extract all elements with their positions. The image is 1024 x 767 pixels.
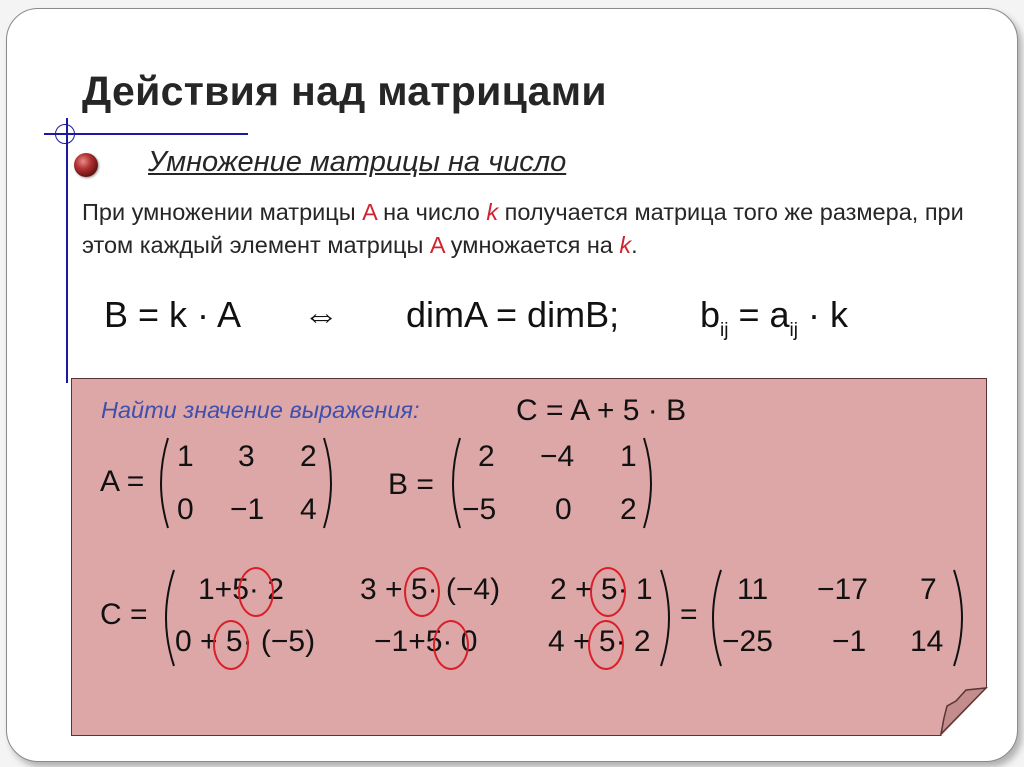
scalar-five: 5 bbox=[600, 573, 618, 606]
cell-suffix: · 0 bbox=[442, 625, 478, 658]
matrix-b-cell: 2 bbox=[478, 440, 495, 473]
matrix-c-label: C = bbox=[100, 598, 148, 631]
matrix-b-left-bracket bbox=[448, 436, 462, 530]
highlight-circle bbox=[588, 620, 624, 670]
formula-k: · k bbox=[798, 294, 848, 335]
highlight-circle bbox=[404, 567, 440, 617]
cell-suffix: · (−5) bbox=[242, 625, 316, 658]
highlight-circle bbox=[590, 567, 626, 617]
cell-suffix: · 2 bbox=[248, 573, 284, 606]
cell-prefix: 2 + bbox=[550, 573, 601, 606]
formula-dimensions: dimA = dimB; bbox=[406, 294, 620, 335]
scalar-five: 5 bbox=[425, 625, 443, 658]
formula-b-subscript: ij bbox=[720, 320, 729, 341]
equivalence-symbol: ⇔ bbox=[303, 294, 339, 335]
matrix-a-cell: 1 bbox=[177, 440, 194, 473]
cell-prefix: 0 + bbox=[175, 625, 226, 658]
cell-prefix: 3 + bbox=[360, 573, 411, 606]
cell-prefix: −1+ bbox=[374, 625, 426, 658]
matrix-a-highlight: A bbox=[429, 232, 445, 258]
formula-scalar-product: B = k · A bbox=[104, 294, 242, 335]
matrix-c-result-cell: 7 bbox=[920, 573, 937, 606]
task-prompt: Найти значение выражения: bbox=[101, 397, 420, 423]
matrix-b-cell: 2 bbox=[620, 493, 637, 526]
highlight-circle bbox=[213, 620, 249, 670]
highlight-circle bbox=[433, 620, 469, 670]
formula-a-subscript: ij bbox=[789, 320, 798, 341]
scalar-five: 5 bbox=[225, 625, 243, 658]
matrix-b-right-bracket bbox=[642, 436, 656, 530]
matrix-c-result-cell: −17 bbox=[817, 573, 868, 606]
scalar-five: 5 bbox=[598, 625, 616, 658]
matrix-a-cell: 4 bbox=[300, 493, 317, 526]
definition-text: получается матрица того же размера, при этом каждый элемент матрицы bbox=[82, 199, 964, 258]
section-subtitle: Умножение матрицы на число bbox=[148, 146, 567, 178]
matrix-a-label: A = bbox=[100, 465, 145, 498]
matrix-a-right-bracket bbox=[322, 436, 336, 530]
cell-prefix: 4 + bbox=[548, 625, 599, 658]
matrix-c-result-left-bracket bbox=[707, 568, 723, 668]
definition-text: . bbox=[631, 232, 638, 258]
matrix-c-expanded-right-bracket bbox=[659, 568, 675, 668]
definition-text: на число bbox=[376, 199, 487, 225]
matrix-b-cell: 0 bbox=[555, 493, 572, 526]
matrix-b-cell: −5 bbox=[462, 493, 497, 526]
matrix-a-cell: 2 bbox=[300, 440, 317, 473]
matrix-a-cell: 0 bbox=[177, 493, 194, 526]
matrix-c-result-cell: 11 bbox=[737, 573, 769, 606]
matrix-c-result-cell: −1 bbox=[832, 625, 867, 658]
scalar-five: 5 bbox=[410, 573, 428, 606]
matrix-a-cell: 3 bbox=[238, 440, 255, 473]
matrix-a-highlight: A bbox=[362, 199, 377, 225]
matrix-c-result-cell: 14 bbox=[910, 625, 944, 658]
cell-suffix: · 2 bbox=[615, 625, 651, 658]
formula-a: = a bbox=[728, 294, 790, 335]
matrix-c-result-cell: −25 bbox=[722, 625, 773, 658]
matrix-b-label: B = bbox=[388, 468, 434, 501]
definition-text: При умножении матрицы bbox=[82, 199, 363, 225]
cell-suffix: · (−4) bbox=[427, 573, 501, 606]
matrix-a-left-bracket bbox=[156, 436, 170, 530]
matrix-a-cell: −1 bbox=[230, 493, 265, 526]
definition-text: умножается на bbox=[444, 232, 620, 258]
highlight-circle bbox=[238, 567, 274, 617]
cell-suffix: · 1 bbox=[617, 573, 653, 606]
matrix-b-cell: −4 bbox=[540, 440, 575, 473]
scalar-five: 5 bbox=[232, 573, 249, 606]
matrix-b-cell: 1 bbox=[620, 440, 637, 473]
task-expression: C = A + 5 · B bbox=[516, 394, 687, 427]
equals-sign: = bbox=[680, 598, 698, 631]
scalar-k-highlight: k bbox=[486, 199, 499, 225]
scalar-k-highlight: k bbox=[619, 232, 632, 258]
cell-prefix: 1+ bbox=[198, 573, 233, 606]
slide-title: Действия над матрицами bbox=[82, 68, 607, 114]
formula-b: b bbox=[700, 294, 721, 335]
matrix-c-result-right-bracket bbox=[952, 568, 968, 668]
matrix-c-left-bracket bbox=[160, 568, 176, 668]
